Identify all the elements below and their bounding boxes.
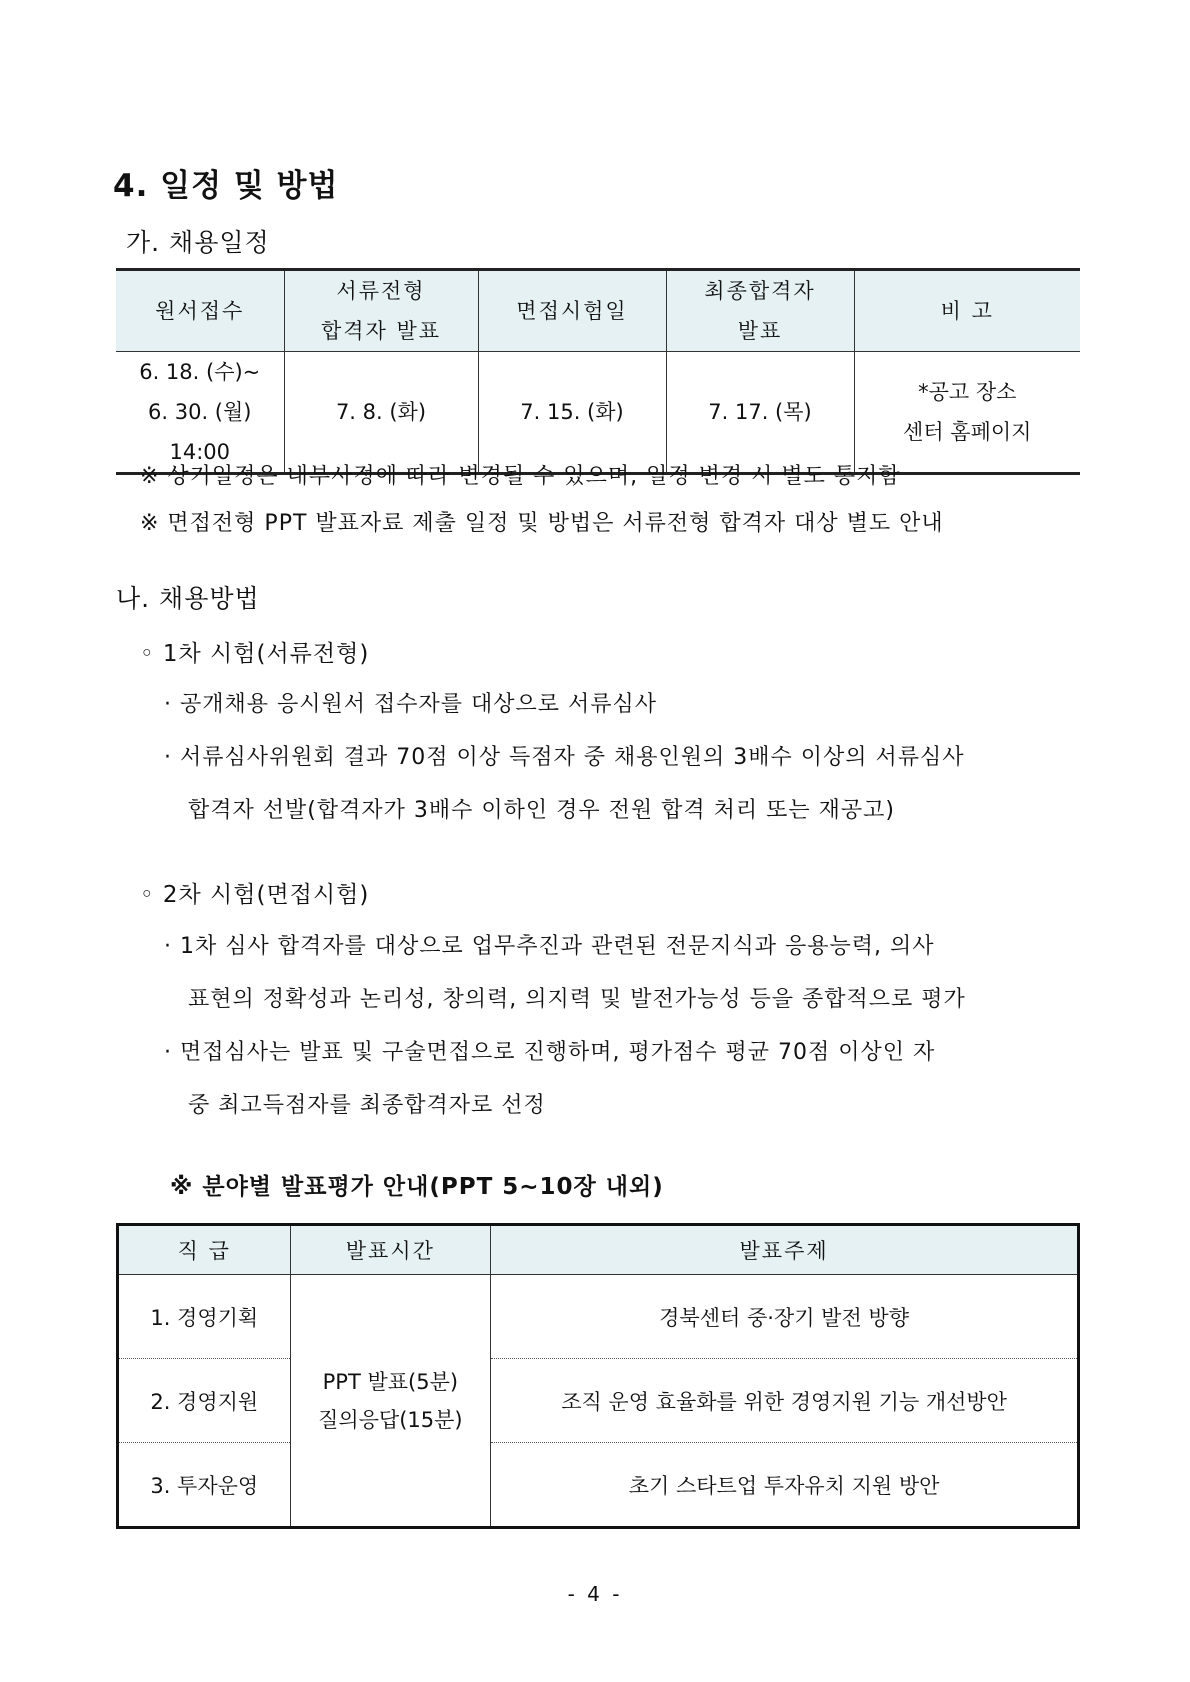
page-number: - 4 - [567,1582,623,1606]
presentation-header-row [118,1225,1079,1275]
cell-final-result-date: 7. 17. (목) [666,352,854,474]
schedule-header-row [116,270,1080,352]
topic-cell: 경북센터 중·장기 발전 방향 [491,1275,1079,1359]
cell-remarks: *공고 장소 센터 홈페이지 [854,352,1080,474]
presentation-title: ※ 분야별 발표평가 안내(PPT 5~10장 내외) [170,1174,664,1200]
presentation-row [118,1359,1079,1443]
schedule-data-row [116,352,1080,474]
stage1-item-2-cont: 합격자 선발(합격자가 3배수 이하인 경우 전원 합격 처리 또는 재공고) [188,798,895,823]
schedule-note-1: ※ 상기일정은 내부사정에 따라 변경될 수 있으며, 일정 변경 시 별도 통지함 [140,464,901,489]
grade-cell: 1. 경영기획 [118,1275,291,1359]
topic-cell: 조직 운영 효율화를 위한 경영지원 기능 개선방안 [491,1359,1079,1443]
schedule-note-2: ※ 면접전형 PPT 발표자료 제출 일정 및 방법은 서류전형 합격자 대상 별도 안내 [140,511,944,536]
header-interview-date: 면접시험일 [478,270,666,352]
header-remarks: 비 고 [854,270,1080,352]
section-title: 4. 일정 및 방법 [113,168,339,204]
presentation-row [118,1275,1079,1359]
stage2-item-2: · 면접심사는 발표 및 구술면접으로 진행하며, 평가점수 평균 70점 이상인 자 [164,1040,936,1065]
topic-cell: 초기 스타트업 투자유치 지원 방안 [491,1443,1079,1528]
presentation-row [118,1443,1079,1528]
header-time: 발표시간 [290,1225,491,1275]
stage2-item-2-cont: 중 최고득점자를 최종합격자로 선정 [188,1093,546,1118]
stage1-item-1: · 공개채용 응시원서 접수자를 대상으로 서류심사 [164,692,658,717]
cell-document-result-date: 7. 8. (화) [284,352,478,474]
presentation-table [116,1223,1080,1529]
stage2-item-1-cont: 표현의 정확성과 논리성, 창의력, 의지력 및 발전가능성 등을 종합적으로 평가 [188,987,966,1012]
header-topic: 발표주제 [491,1225,1079,1275]
method-heading: 나. 채용방법 [116,584,260,613]
schedule-table [116,268,1080,475]
schedule-heading: 가. 채용일정 [126,228,270,257]
header-document-result: 서류전형 합격자 발표 [284,270,478,352]
stage1-item-2: · 서류심사위원회 결과 70점 이상 득점자 중 채용인원의 3배수 이상의 서류심사 [164,745,965,770]
header-grade: 직 급 [118,1225,291,1275]
grade-cell: 2. 경영지원 [118,1359,291,1443]
time-cell: PPT 발표(5분) 질의응답(15분) [290,1275,491,1528]
header-final-result: 최종합격자 발표 [666,270,854,352]
stage1-title: ◦ 1차 시험(서류전형) [140,641,370,667]
header-application: 원서접수 [116,270,284,352]
cell-application-period: 6. 18. (수)~ 6. 30. (월) 14:00 [116,352,284,474]
grade-cell: 3. 투자운영 [150,1473,259,1498]
stage2-item-1: · 1차 심사 합격자를 대상으로 업무추진과 관련된 전문지식과 응용능력, 의사 [164,934,935,959]
cell-interview-date: 7. 15. (화) [478,352,666,474]
stage2-title: ◦ 2차 시험(면접시험) [140,882,370,908]
